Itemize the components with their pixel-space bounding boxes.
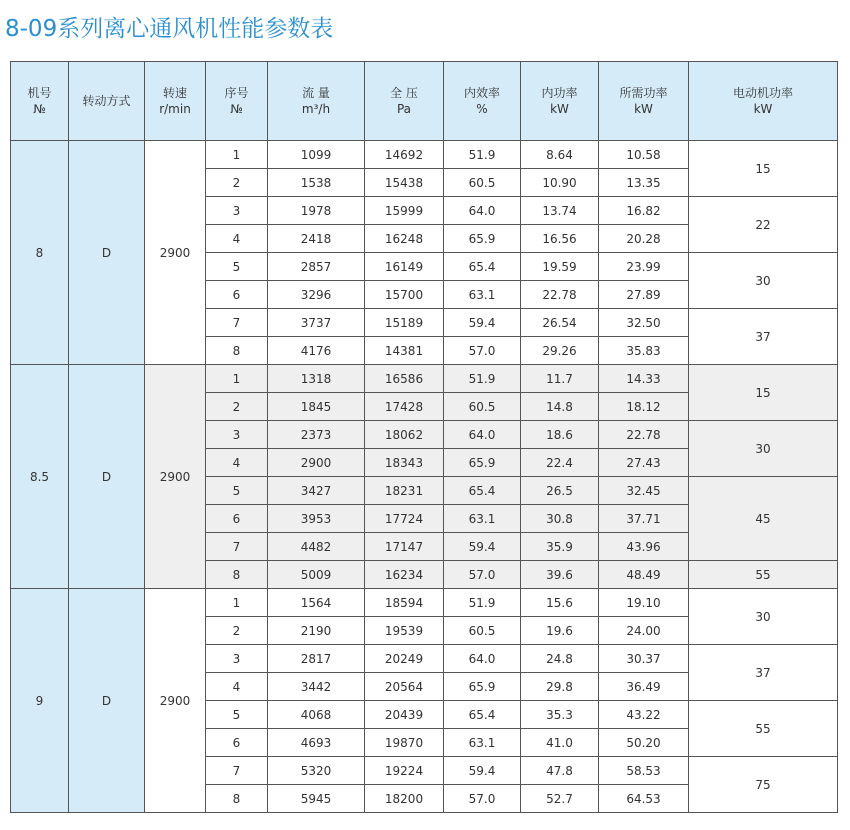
header-label: 流 量 [302,86,330,100]
pressure-cell: 20439 [365,701,444,729]
internal-power-cell: 13.74 [521,197,599,225]
pressure-cell: 17147 [365,533,444,561]
flow-cell: 4482 [268,533,365,561]
efficiency-cell: 63.1 [444,505,521,533]
pressure-cell: 16149 [365,253,444,281]
seq-cell: 2 [206,393,268,421]
flow-cell: 4068 [268,701,365,729]
internal-power-cell: 8.64 [521,141,599,169]
required-power-cell: 23.99 [599,253,689,281]
seq-cell: 4 [206,225,268,253]
flow-cell: 1318 [268,365,365,393]
internal-power-cell: 22.78 [521,281,599,309]
header-label: 内功率 [541,86,578,100]
flow-cell: 2817 [268,645,365,673]
flow-cell: 3953 [268,505,365,533]
internal-power-cell: 29.8 [521,673,599,701]
flow-cell: 5009 [268,561,365,589]
pressure-cell: 18062 [365,421,444,449]
header-label: 所需功率 [619,86,668,100]
required-power-cell: 24.00 [599,617,689,645]
header-required-power [599,62,689,141]
seq-cell: 3 [206,197,268,225]
efficiency-cell: 63.1 [444,729,521,757]
header-label: 内效率 [463,86,500,100]
flow-cell: 2373 [268,421,365,449]
header-unit: r/min [159,102,191,116]
pressure-cell: 15438 [365,169,444,197]
flow-cell: 1845 [268,393,365,421]
efficiency-cell: 64.0 [444,421,521,449]
motor-power-cell: 30 [689,253,838,309]
header-unit: kW [550,102,569,116]
efficiency-cell: 60.5 [444,169,521,197]
flow-cell: 3427 [268,477,365,505]
header-unit: № [230,102,243,116]
flow-cell: 3442 [268,673,365,701]
required-power-cell: 50.20 [599,729,689,757]
internal-power-cell: 11.7 [521,365,599,393]
header-speed [145,62,206,141]
pressure-cell: 15189 [365,309,444,337]
internal-power-cell: 15.6 [521,589,599,617]
motor-power-cell: 22 [689,197,838,253]
seq-cell: 6 [206,505,268,533]
seq-cell: 1 [206,141,268,169]
efficiency-cell: 60.5 [444,393,521,421]
motor-power-cell: 37 [689,645,838,701]
motor-power-cell: 45 [689,477,838,561]
pressure-cell: 16248 [365,225,444,253]
pressure-cell: 19870 [365,729,444,757]
internal-power-cell: 39.6 [521,561,599,589]
required-power-cell: 19.10 [599,589,689,617]
seq-cell: 2 [206,169,268,197]
speed-cell: 2900 [145,589,206,813]
required-power-cell: 27.89 [599,281,689,309]
efficiency-cell: 51.9 [444,141,521,169]
pressure-cell: 14381 [365,337,444,365]
internal-power-cell: 19.6 [521,617,599,645]
seq-cell: 8 [206,785,268,813]
internal-power-cell: 29.26 [521,337,599,365]
header-pressure [365,62,444,141]
flow-cell: 5945 [268,785,365,813]
internal-power-cell: 24.8 [521,645,599,673]
pressure-cell: 18343 [365,449,444,477]
seq-cell: 8 [206,337,268,365]
speed-cell: 2900 [145,365,206,589]
pressure-cell: 20249 [365,645,444,673]
header-row [11,62,838,141]
pressure-cell: 19539 [365,617,444,645]
internal-power-cell: 22.4 [521,449,599,477]
efficiency-cell: 65.9 [444,225,521,253]
header-internal-power [521,62,599,141]
seq-cell: 1 [206,589,268,617]
internal-power-cell: 19.59 [521,253,599,281]
pressure-cell: 17428 [365,393,444,421]
header-label: 电动机功率 [732,86,793,100]
efficiency-cell: 65.9 [444,673,521,701]
internal-power-cell: 52.7 [521,785,599,813]
header-motor-power [689,62,838,141]
required-power-cell: 43.96 [599,533,689,561]
pressure-cell: 16586 [365,365,444,393]
pressure-cell: 18231 [365,477,444,505]
motor-power-cell: 30 [689,589,838,645]
efficiency-cell: 65.4 [444,477,521,505]
motor-power-cell: 30 [689,421,838,477]
efficiency-cell: 60.5 [444,617,521,645]
efficiency-cell: 65.4 [444,253,521,281]
header-label: 转动方式 [82,94,131,108]
table-row [11,589,838,617]
internal-power-cell: 35.9 [521,533,599,561]
pressure-cell: 15999 [365,197,444,225]
page-title: 8-09系列离心通风机性能参数表 [5,16,334,42]
efficiency-cell: 59.4 [444,757,521,785]
motor-power-cell: 37 [689,309,838,365]
required-power-cell: 30.37 [599,645,689,673]
required-power-cell: 13.35 [599,169,689,197]
table-row [11,365,838,393]
header-label: 机号 [27,86,52,100]
table-row [11,141,838,169]
flow-cell: 1538 [268,169,365,197]
seq-cell: 2 [206,617,268,645]
header-unit: № [33,102,46,116]
seq-cell: 5 [206,477,268,505]
pressure-cell: 16234 [365,561,444,589]
header-label: 全 压 [390,86,418,100]
header-unit: m³/h [301,102,331,116]
seq-cell: 3 [206,421,268,449]
flow-cell: 3296 [268,281,365,309]
drive-cell: D [69,589,145,813]
flow-cell: 4693 [268,729,365,757]
internal-power-cell: 18.6 [521,421,599,449]
header-unit: kW [634,102,653,116]
flow-cell: 5320 [268,757,365,785]
required-power-cell: 37.71 [599,505,689,533]
header-label: 转速 [162,86,187,100]
flow-cell: 1564 [268,589,365,617]
pressure-cell: 17724 [365,505,444,533]
efficiency-cell: 57.0 [444,785,521,813]
required-power-cell: 36.49 [599,673,689,701]
efficiency-cell: 51.9 [444,589,521,617]
motor-power-cell: 75 [689,757,838,813]
seq-cell: 7 [206,533,268,561]
internal-power-cell: 26.5 [521,477,599,505]
performance-table [10,61,838,813]
flow-cell: 2190 [268,617,365,645]
efficiency-cell: 63.1 [444,281,521,309]
efficiency-cell: 65.9 [444,449,521,477]
seq-cell: 4 [206,449,268,477]
internal-power-cell: 47.8 [521,757,599,785]
header-label: 序号 [224,86,249,100]
motor-power-cell: 15 [689,365,838,421]
flow-cell: 2900 [268,449,365,477]
flow-cell: 1099 [268,141,365,169]
efficiency-cell: 65.4 [444,701,521,729]
header-unit: Pa [396,102,412,116]
internal-power-cell: 26.54 [521,309,599,337]
seq-cell: 8 [206,561,268,589]
seq-cell: 4 [206,673,268,701]
table-body [11,141,838,813]
pressure-cell: 14692 [365,141,444,169]
seq-cell: 5 [206,253,268,281]
internal-power-cell: 41.0 [521,729,599,757]
required-power-cell: 32.45 [599,477,689,505]
internal-power-cell: 14.8 [521,393,599,421]
seq-cell: 5 [206,701,268,729]
efficiency-cell: 59.4 [444,309,521,337]
required-power-cell: 32.50 [599,309,689,337]
seq-cell: 3 [206,645,268,673]
pressure-cell: 15700 [365,281,444,309]
pressure-cell: 18200 [365,785,444,813]
efficiency-cell: 59.4 [444,533,521,561]
required-power-cell: 43.22 [599,701,689,729]
machine-no-cell: 8 [11,141,69,365]
flow-cell: 1978 [268,197,365,225]
header-drive [69,62,145,141]
flow-cell: 2418 [268,225,365,253]
required-power-cell: 14.33 [599,365,689,393]
seq-cell: 6 [206,729,268,757]
efficiency-cell: 64.0 [444,645,521,673]
flow-cell: 2857 [268,253,365,281]
pressure-cell: 20564 [365,673,444,701]
flow-cell: 3737 [268,309,365,337]
flow-cell: 4176 [268,337,365,365]
required-power-cell: 58.53 [599,757,689,785]
required-power-cell: 16.82 [599,197,689,225]
drive-cell: D [69,141,145,365]
seq-cell: 7 [206,757,268,785]
drive-cell: D [69,365,145,589]
internal-power-cell: 10.90 [521,169,599,197]
motor-power-cell: 55 [689,561,838,589]
speed-cell: 2900 [145,141,206,365]
header-unit: kW [753,102,773,116]
machine-no-cell: 9 [11,589,69,813]
motor-power-cell: 15 [689,141,838,197]
efficiency-cell: 51.9 [444,365,521,393]
internal-power-cell: 16.56 [521,225,599,253]
header-flow [268,62,365,141]
pressure-cell: 18594 [365,589,444,617]
required-power-cell: 20.28 [599,225,689,253]
seq-cell: 1 [206,365,268,393]
required-power-cell: 10.58 [599,141,689,169]
efficiency-cell: 57.0 [444,337,521,365]
required-power-cell: 35.83 [599,337,689,365]
required-power-cell: 22.78 [599,421,689,449]
machine-no-cell: 8.5 [11,365,69,589]
internal-power-cell: 35.3 [521,701,599,729]
efficiency-cell: 57.0 [444,561,521,589]
motor-power-cell: 55 [689,701,838,757]
seq-cell: 6 [206,281,268,309]
header-efficiency [444,62,521,141]
header-seq [206,62,268,141]
header-unit: % [476,102,488,116]
required-power-cell: 27.43 [599,449,689,477]
seq-cell: 7 [206,309,268,337]
internal-power-cell: 30.8 [521,505,599,533]
required-power-cell: 18.12 [599,393,689,421]
header-machine-no [11,62,69,141]
efficiency-cell: 64.0 [444,197,521,225]
pressure-cell: 19224 [365,757,444,785]
required-power-cell: 64.53 [599,785,689,813]
required-power-cell: 48.49 [599,561,689,589]
